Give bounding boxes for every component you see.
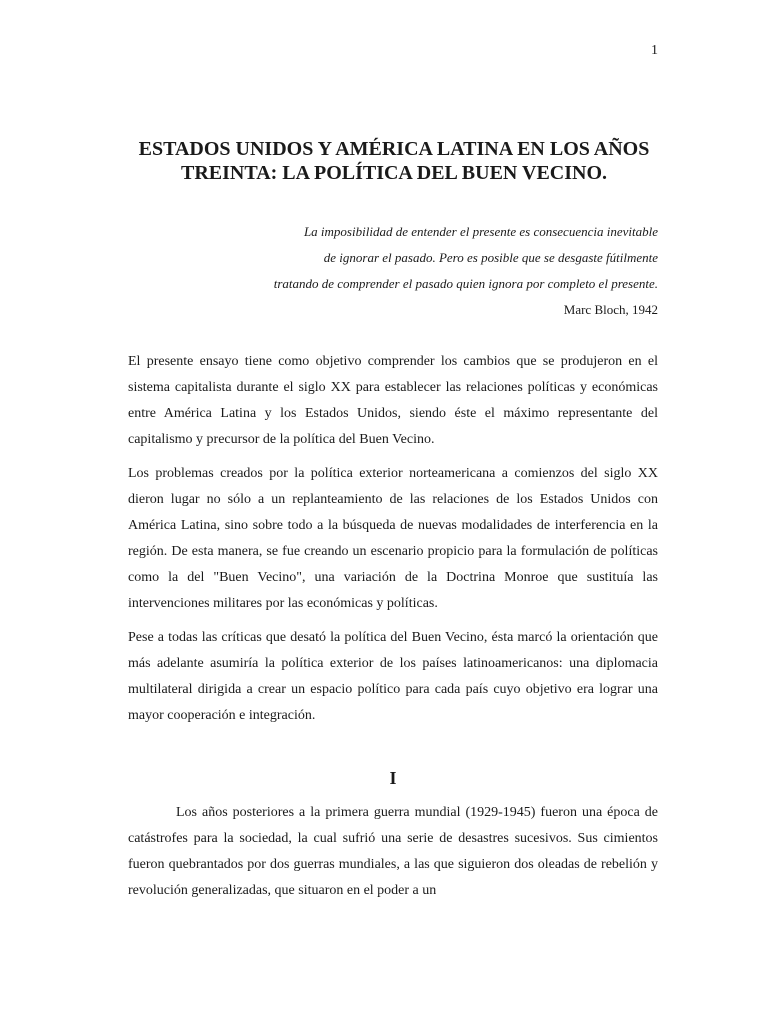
epigraph-attribution: Marc Bloch, 1942: [563, 302, 658, 317]
epigraph-line: de ignorar el pasado. Pero es posible que se desgaste fútilmente: [323, 250, 658, 265]
body-paragraph: Los problemas creados por la política exterior norteamericana a comienzos del siglo XX dieron lugar no sólo a un replanteamiento de las relaciones de los Estados Unidos con América Latina, sino sobre todo a la búsqueda de nuevas modalidades de interferencia en la región. De esta manera, se fue creando un escenario propicio para la formulación de políticas como la del "Buen Vecino", una variación de la Doctrina Monroe que sustituía las intervenciones militares por las económicas y políticas.: [128, 466, 658, 611]
body-paragraph: Pese a todas las críticas que desató la política del Buen Vecino, ésta marcó la orientación que más adelante asumiría la política exterior de los países latinoamericanos: una diplomacia multilateral dirigida a crear un espacio político para cada país cuyo objetivo era lograr una mayor cooperación e integración.: [128, 630, 658, 723]
page-number: 1: [651, 43, 658, 58]
section-heading: I: [389, 768, 397, 788]
epigraph-line: La imposibilidad de entender el presente es consecuencia inevitable: [303, 224, 658, 239]
body-paragraph: El presente ensayo tiene como objetivo comprender los cambios que se produjeron en el sistema capitalista durante el siglo XX para establecer las relaciones políticas y económicas entre América Latina y los Estados Unidos, siendo éste el máximo representante del capitalismo y precursor de la política del Buen Vecino.: [128, 354, 658, 447]
page-title: ESTADOS UNIDOS Y AMÉRICA LATINA EN LOS AÑOS TREINTA: LA POLÍTICA DEL BUEN VECINO.: [138, 138, 650, 184]
intro-body: [128, 349, 658, 737]
section-body: [128, 800, 658, 904]
section-paragraph: Los años posteriores a la primera guerra mundial (1929-1945) fueron una época de catástrofes para la sociedad, la cual sufrió una serie de desastres sucesivos. Sus cimientos fueron quebrantados por dos guerras mundiales, a las que siguieron dos oleadas de rebelión y revolución generalizadas, que situaron en el poder a un: [128, 805, 658, 898]
epigraph: [160, 219, 658, 323]
epigraph-line: tratando de comprender el pasado quien ignora por completo el presente.: [273, 276, 658, 291]
